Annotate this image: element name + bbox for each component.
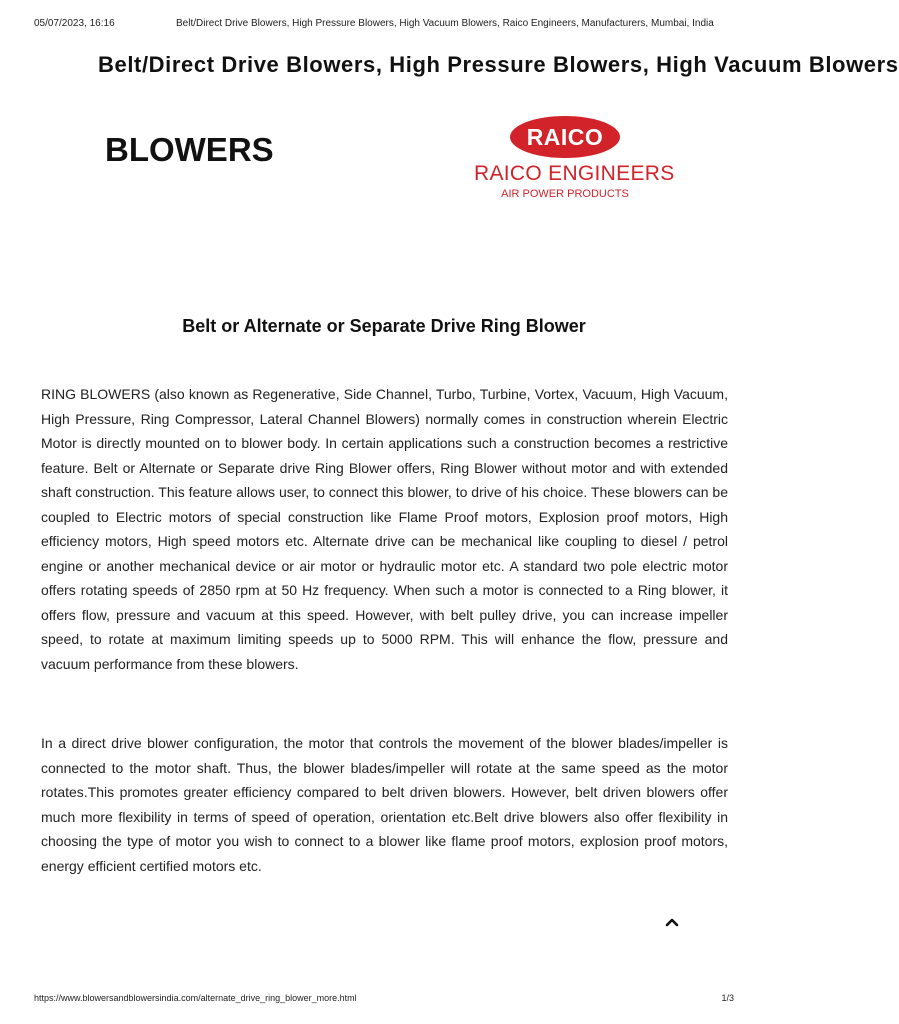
article-subheading: Belt or Alternate or Separate Drive Ring Blower bbox=[182, 316, 586, 336]
logo-tagline: AIR POWER PRODUCTS bbox=[501, 188, 629, 200]
scroll-to-top-button[interactable] bbox=[662, 912, 682, 932]
raico-logo[interactable] bbox=[474, 114, 675, 206]
logo-mark-text: RAICO bbox=[526, 124, 604, 150]
print-document-title: Belt/Direct Drive Blowers, High Pressure Blowers, High Vacuum Blowers, Raico Engineers, Manufacturers, Mumbai, India bbox=[176, 18, 714, 29]
chevron-up-icon bbox=[662, 912, 682, 932]
page-heading: BLOWERS bbox=[105, 131, 274, 168]
print-page-number: 1/3 bbox=[721, 993, 734, 1003]
logo-company-name: RAICO ENGINEERS bbox=[474, 162, 675, 185]
banner-title: Belt/Direct Drive Blowers, High Pressure Blowers, High Vacuum Blowers bbox=[98, 52, 899, 77]
article-paragraph-2: In a direct drive blower configuration, the motor that controls the movement of the blower blades/impeller is connected to the motor shaft. Thus, the blower blades/impeller will rotate at the same speed as the motor rotates.This promotes greater efficiency compared to belt driven blowers. However, belt driven blowers offer much more flexibility in terms of speed of operation, orientation etc.Belt drive blowers also offer flexibility in choosing the type of motor you wish to connect to a blower like flame proof motors, explosion proof motors, energy efficient certified motors etc. bbox=[41, 735, 728, 874]
print-page-url[interactable]: https://www.blowersandblowersindia.com/alternate_drive_ring_blower_more.html bbox=[34, 993, 357, 1003]
article-paragraph-1: RING BLOWERS (also known as Regenerative, Side Channel, Turbo, Turbine, Vortex, Vacuum, High Vacuum, High Pressure, Ring Compressor, Lateral Channel Blowers) normally comes in construction wherein Electric Motor is directly mounted on to blower body. In certain applications such a construction becomes a restrictive feature. Belt or Alternate or Separate drive Ring Blower offers, Ring Blower without motor and with extended shaft construction. This feature allows user, to connect this blower, to drive of his choice. These blowers can be coupled to Electric motors of special construction like Flame Proof motors, Explosion proof motors, High efficiency motors, High speed motors etc. Alternate drive can be mechanical like coupling to diesel / petrol engine or another mechanical device or air motor or hydraulic motor etc. A standard two pole electric motor offers rotating speeds of 2850 rpm at 50 Hz frequency. When such a motor is connected to a Ring blower, it offers flow, pressure and vacuum at this speed. However, with belt pulley drive, you can increase impeller speed, to rotate at maximum limiting speeds up to 5000 RPM. This will enhance the flow, pressure and vacuum performance from these blowers. bbox=[41, 386, 728, 672]
print-datetime: 05/07/2023, 16:16 bbox=[34, 18, 115, 29]
